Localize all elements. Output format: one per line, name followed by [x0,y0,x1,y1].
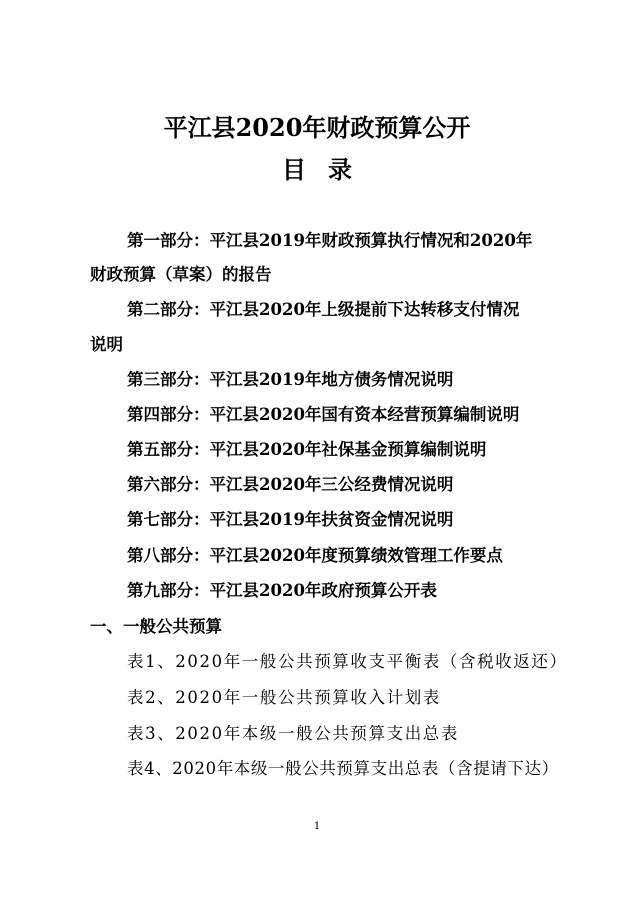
page-number: 1 [313,821,321,832]
toc-item-4: 第四部分：平江县2020年国有资本经营预算编制说明 [127,405,520,424]
table-item-2: 表2、2020年一般公共预算收入计划表 [127,688,441,707]
toc-item-6: 第六部分：平江县2020年三公经费情况说明 [127,475,454,494]
toc-item-3: 第三部分：平江县2019年地方债务情况说明 [127,370,454,389]
toc-item-1-line-2: 财政预算（草案）的报告 [90,265,272,284]
table-item-4: 表4、2020年本级一般公共预算支出总表（含提请下达） [127,759,559,778]
toc-item-2-line-2: 说明 [90,335,123,354]
toc-item-9: 第九部分：平江县2020年政府预算公开表 [127,581,437,600]
toc-item-2-line-1: 第二部分：平江县2020年上级提前下达转移支付情况 [127,300,520,319]
table-item-1: 表1、2020年一般公共预算收支平衡表（含税收返还） [127,652,568,671]
document-subtitle: 目录 [282,155,374,184]
toc-item-5: 第五部分：平江县2020年社保基金预算编制说明 [127,440,487,459]
toc-item-7: 第七部分：平江县2019年扶贫资金情况说明 [127,510,454,529]
section-heading: 一、一般公共预算 [90,617,222,636]
toc-item-8: 第八部分：平江县2020年度预算绩效管理工作要点 [127,546,503,565]
document-title: 平江县2020年财政预算公开 [163,113,471,142]
table-item-3: 表3、2020年本级一般公共预算支出总表 [127,724,459,743]
toc-item-1-line-1: 第一部分：平江县2019年财政预算执行情况和2020年 [127,231,533,250]
